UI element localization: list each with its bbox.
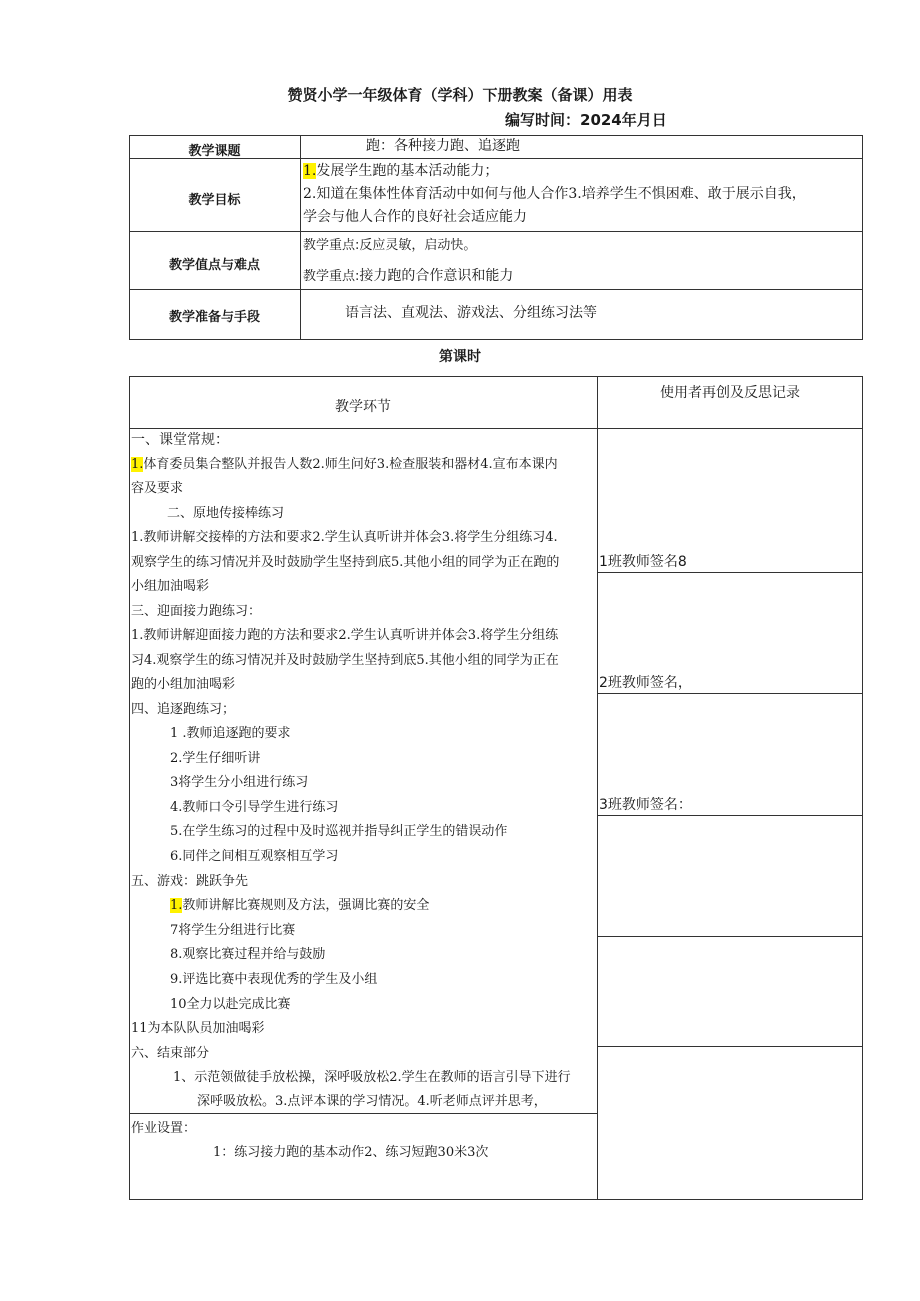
prep-label: 教学准备与手段 <box>168 310 260 325</box>
right-cell-line <box>597 1046 863 1047</box>
goal-label: 教学目标 <box>188 193 241 208</box>
signature-class-1: 1班教师签名8 <box>599 554 687 570</box>
section-1-text: 体育委员集合整队并报告人数2.师生问好3.检查服装和器材4.宣布本课内 <box>143 457 558 472</box>
topic-value: 跑：各种接力跑、追逐跑 <box>366 138 520 154</box>
info-row-line <box>129 231 863 232</box>
section-4-item: 5.在学生练习的过程中及时巡视并指导纠正学生的错误动作 <box>170 824 508 839</box>
section-2-line-1: 1.教师讲解交接棒的方法和要求2.学生认真听讲并体会3.将学生分组练习4. <box>131 530 558 545</box>
info-row-line <box>129 289 863 290</box>
section-5-item-1 <box>170 895 429 916</box>
page-title: 赞贤小学一年级体育（学科）下册教案（备课）用表 <box>287 86 633 104</box>
goal-line-3: 学会与他人合作的良好社会适应能力 <box>303 209 527 225</box>
lesson-label: 第课时 <box>439 349 481 365</box>
right-cell-line <box>597 936 863 937</box>
section-6-line-1: 1、示范领做徒手放松操，深呼吸放松2.学生在教师的语言引导下进行 <box>173 1070 571 1085</box>
goal-line-1 <box>303 161 498 182</box>
section-2-line-3: 小组加油喝彩 <box>131 579 210 594</box>
section-5-title: 五、游戏：跳跃争先 <box>131 874 249 889</box>
section-4-item: 3将学生分小组进行练习 <box>170 775 309 790</box>
info-table-divider <box>300 135 301 340</box>
edit-time: 编写时间：2024年月日 <box>505 111 667 129</box>
section-4-title: 四、追逐跑练习； <box>131 702 236 717</box>
signature-class-3: 3班教师签名： <box>599 797 692 813</box>
highlight-mark: 1. <box>303 163 317 179</box>
section-6-line-2: 深呼吸放松。3.点评本课的学习情况。4.听老师点评并思考， <box>197 1094 547 1109</box>
main-table-divider <box>597 376 598 1200</box>
highlight-mark: 1. <box>131 457 144 472</box>
signature-class-2: 2班教师签名， <box>599 675 692 691</box>
section-4-item: 4.教师口令引导学生进行练习 <box>170 800 339 815</box>
section-3-line-2: 习4.观察学生的练习情况并及时鼓励学生坚持到底5.其他小组的同学为正在 <box>131 653 559 668</box>
section-3-line-3: 跑的小组加油喝彩 <box>131 677 236 692</box>
main-header-line <box>129 428 863 429</box>
prep-value: 语言法、直观法、游戏法、分组练习法等 <box>345 305 597 321</box>
section-2-line-2: 观察学生的练习情况并及时鼓励学生坚持到底5.其他小组的同学为正在跑的 <box>131 555 560 570</box>
key-prefix-1: 教学重点: <box>303 238 360 253</box>
section-5-text: 教师讲解比赛规则及方法，强调比赛的安全 <box>182 898 430 913</box>
goal-line-2: 2.知道在集体性体育活动中如何与他人合作3.培养学生不惧困难、敢于展示自我， <box>303 186 806 202</box>
highlight-mark: 1. <box>170 898 183 913</box>
homework-line: 1：练习接力跑的基本动作2、练习短跑30米3次 <box>213 1145 489 1160</box>
section-4-item: 2.学生仔细听讲 <box>170 751 261 766</box>
section-1-line-2: 容及要求 <box>131 481 184 496</box>
col-header-notes: 使用者再创及反思记录 <box>660 385 800 401</box>
section-1-line-1 <box>131 454 558 475</box>
key-line-1 <box>303 235 476 256</box>
key-label: 教学值点与难点 <box>168 258 260 273</box>
section-6-title: 六、结束部分 <box>131 1046 210 1061</box>
key-text-2: 接力跑的合作意识和能力 <box>359 268 514 284</box>
section-5-item: 9.评选比赛中表现优秀的学生及小组 <box>170 972 378 987</box>
section-5-last: 11为本队队员加油喝彩 <box>131 1021 265 1036</box>
section-3-title: 三、迎面接力跑练习： <box>131 604 262 619</box>
goal-text-1: 发展学生跑的基本活动能力； <box>316 163 499 179</box>
section-5-item: 7将学生分组进行比赛 <box>170 923 296 938</box>
topic-label: 教学课题 <box>188 144 241 159</box>
section-4-item: 1 .教师追逐跑的要求 <box>170 726 291 741</box>
key-prefix-2: 教学重点: <box>303 269 360 284</box>
key-text-1: 反应灵敏，启动快。 <box>359 238 477 253</box>
section-5-item: 10全力以赴完成比赛 <box>170 997 291 1012</box>
col-header-steps: 教学环节 <box>335 399 391 415</box>
key-line-2 <box>303 266 513 287</box>
section-2-title: 二、原地传接棒练习 <box>167 506 285 521</box>
section-4-item: 6.同伴之间相互观察相互学习 <box>170 849 339 864</box>
homework-line <box>129 1113 597 1114</box>
section-5-item: 8.观察比赛过程并给与鼓励 <box>170 947 326 962</box>
section-1-title: 一、课堂常规： <box>131 432 229 448</box>
homework-title: 作业设置： <box>131 1121 197 1136</box>
section-3-line-1: 1.教师讲解迎面接力跑的方法和要求2.学生认真听讲并体会3.将学生分组练 <box>131 628 559 643</box>
